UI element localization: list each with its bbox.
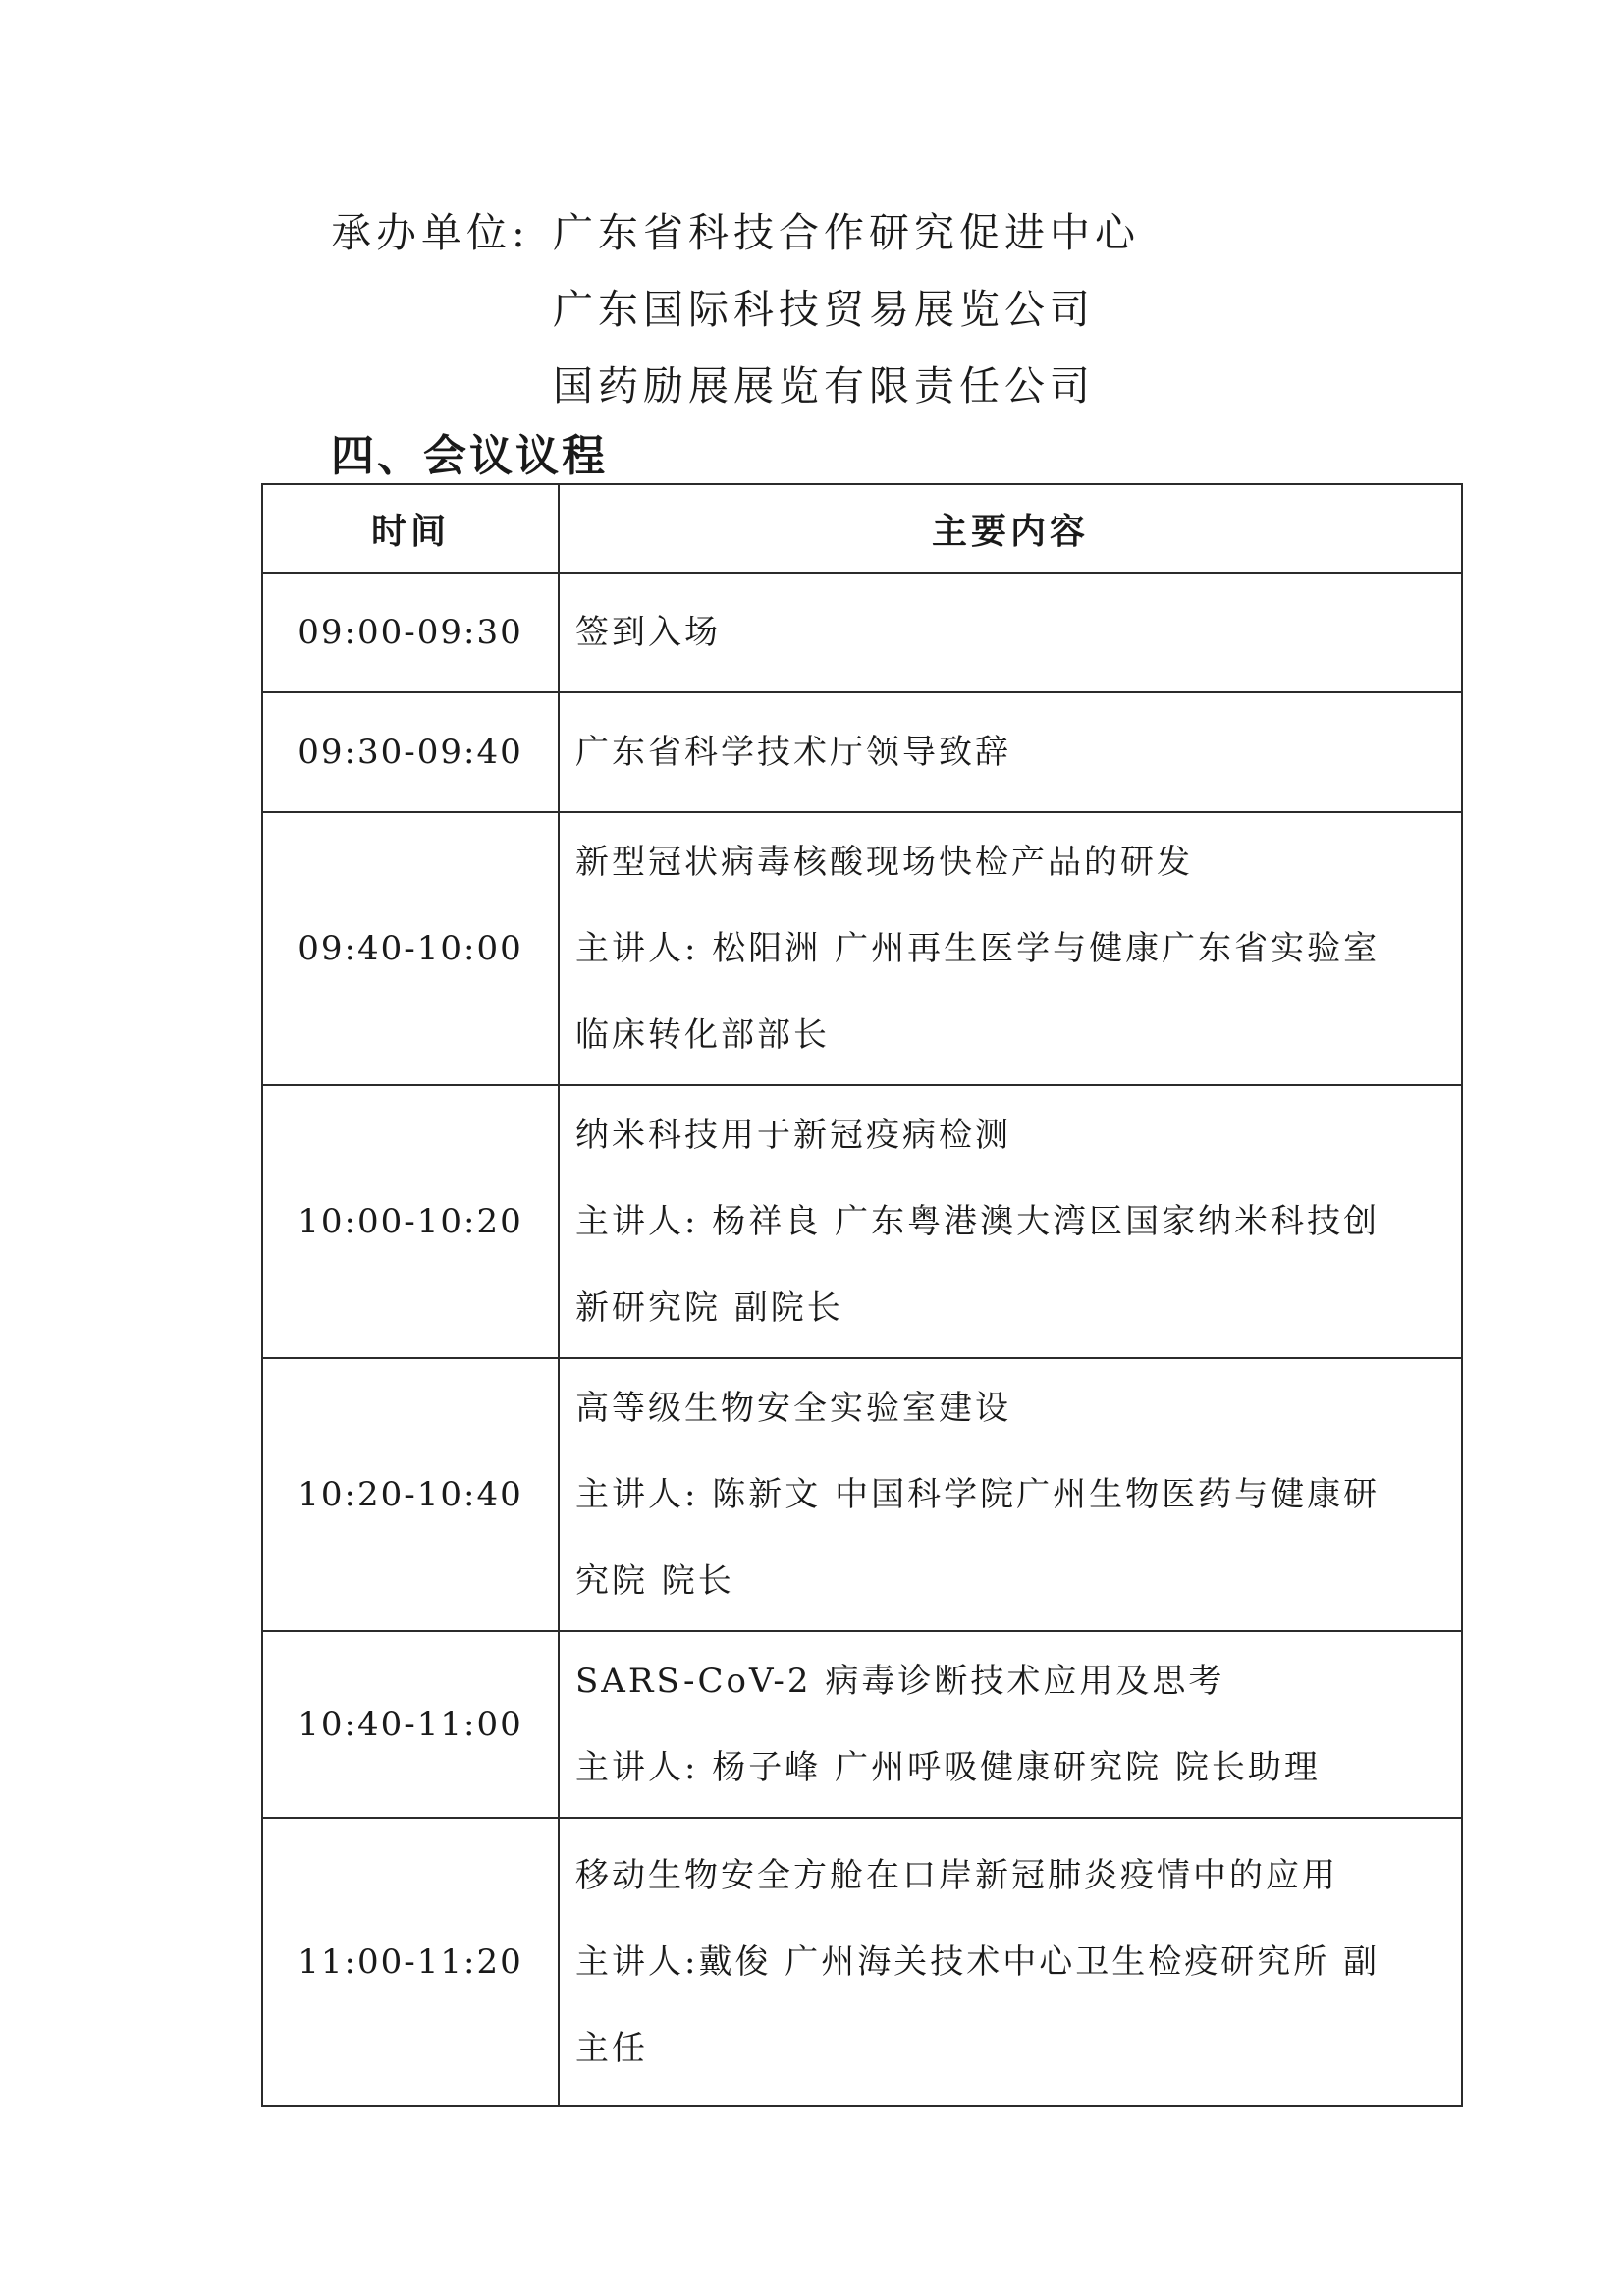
agenda-speaker-continued: 临床转化部部长 bbox=[575, 1015, 830, 1055]
organizer-name: 广东省科技合作研究促进中心 bbox=[553, 209, 1140, 256]
agenda-time: 10:00-10:20 bbox=[262, 1085, 559, 1358]
agenda-speaker-continued: 新研究院 副院长 bbox=[575, 1288, 843, 1328]
agenda-table bbox=[261, 483, 1463, 2107]
agenda-topic: 纳米科技用于新冠疫病检测 bbox=[575, 1116, 1011, 1155]
organizer-block bbox=[331, 194, 1140, 424]
agenda-topic: SARS-CoV-2 病毒诊断技术应用及思考 bbox=[575, 1662, 1225, 1701]
section-heading: 四、会议议程 bbox=[331, 431, 608, 481]
content-column-header: 主要内容 bbox=[559, 484, 1462, 573]
agenda-row bbox=[262, 1631, 1462, 1818]
agenda-topic: 高等级生物安全实验室建设 bbox=[575, 1389, 1011, 1428]
agenda-content bbox=[559, 1085, 1462, 1358]
agenda-speaker: 主讲人: 杨祥良 广东粤港澳大湾区国家纳米科技创 bbox=[575, 1202, 1380, 1241]
agenda-content bbox=[559, 1631, 1462, 1818]
agenda-row bbox=[262, 812, 1462, 1085]
agenda-speaker: 主讲人: 杨子峰 广州呼吸健康研究院 院长助理 bbox=[575, 1748, 1321, 1787]
agenda-content bbox=[559, 573, 1462, 692]
organizer-name: 国药励展展览有限责任公司 bbox=[553, 362, 1095, 410]
agenda-time: 10:40-11:00 bbox=[262, 1631, 559, 1818]
agenda-content bbox=[559, 692, 1462, 812]
agenda-row bbox=[262, 1818, 1462, 2106]
organizer-row bbox=[331, 194, 1140, 271]
agenda-time: 09:30-09:40 bbox=[262, 692, 559, 812]
organizer-label: 承办单位: bbox=[331, 209, 530, 256]
organizer-name: 广东国际科技贸易展览公司 bbox=[553, 286, 1095, 333]
agenda-topic: 广东省科学技术厅领导致辞 bbox=[575, 733, 1011, 772]
agenda-content bbox=[559, 1358, 1462, 1631]
agenda-row bbox=[262, 1358, 1462, 1631]
agenda-time: 11:00-11:20 bbox=[262, 1818, 559, 2106]
agenda-row bbox=[262, 692, 1462, 812]
agenda-speaker: 主讲人: 陈新文 中国科学院广州生物医药与健康研 bbox=[575, 1475, 1380, 1514]
agenda-row bbox=[262, 573, 1462, 692]
time-column-header: 时间 bbox=[262, 484, 559, 573]
agenda-topic: 新型冠状病毒核酸现场快检产品的研发 bbox=[575, 843, 1193, 882]
agenda-time: 09:40-10:00 bbox=[262, 812, 559, 1085]
agenda-speaker-continued: 究院 院长 bbox=[575, 1561, 734, 1601]
agenda-topic: 签到入场 bbox=[575, 613, 721, 652]
agenda-time: 09:00-09:30 bbox=[262, 573, 559, 692]
organizer-row bbox=[331, 348, 1140, 424]
organizer-row bbox=[331, 271, 1140, 348]
agenda-header-row bbox=[262, 484, 1462, 573]
agenda-content bbox=[559, 1818, 1462, 2106]
agenda-speaker: 主讲人: 松阳洲 广州再生医学与健康广东省实验室 bbox=[575, 929, 1380, 968]
agenda-speaker-continued: 主任 bbox=[575, 2029, 648, 2068]
agenda-content bbox=[559, 812, 1462, 1085]
agenda-time: 10:20-10:40 bbox=[262, 1358, 559, 1631]
agenda-speaker: 主讲人:戴俊 广州海关技术中心卫生检疫研究所 副 bbox=[575, 1942, 1380, 1982]
agenda-topic: 移动生物安全方舱在口岸新冠肺炎疫情中的应用 bbox=[575, 1856, 1338, 1895]
agenda-row bbox=[262, 1085, 1462, 1358]
